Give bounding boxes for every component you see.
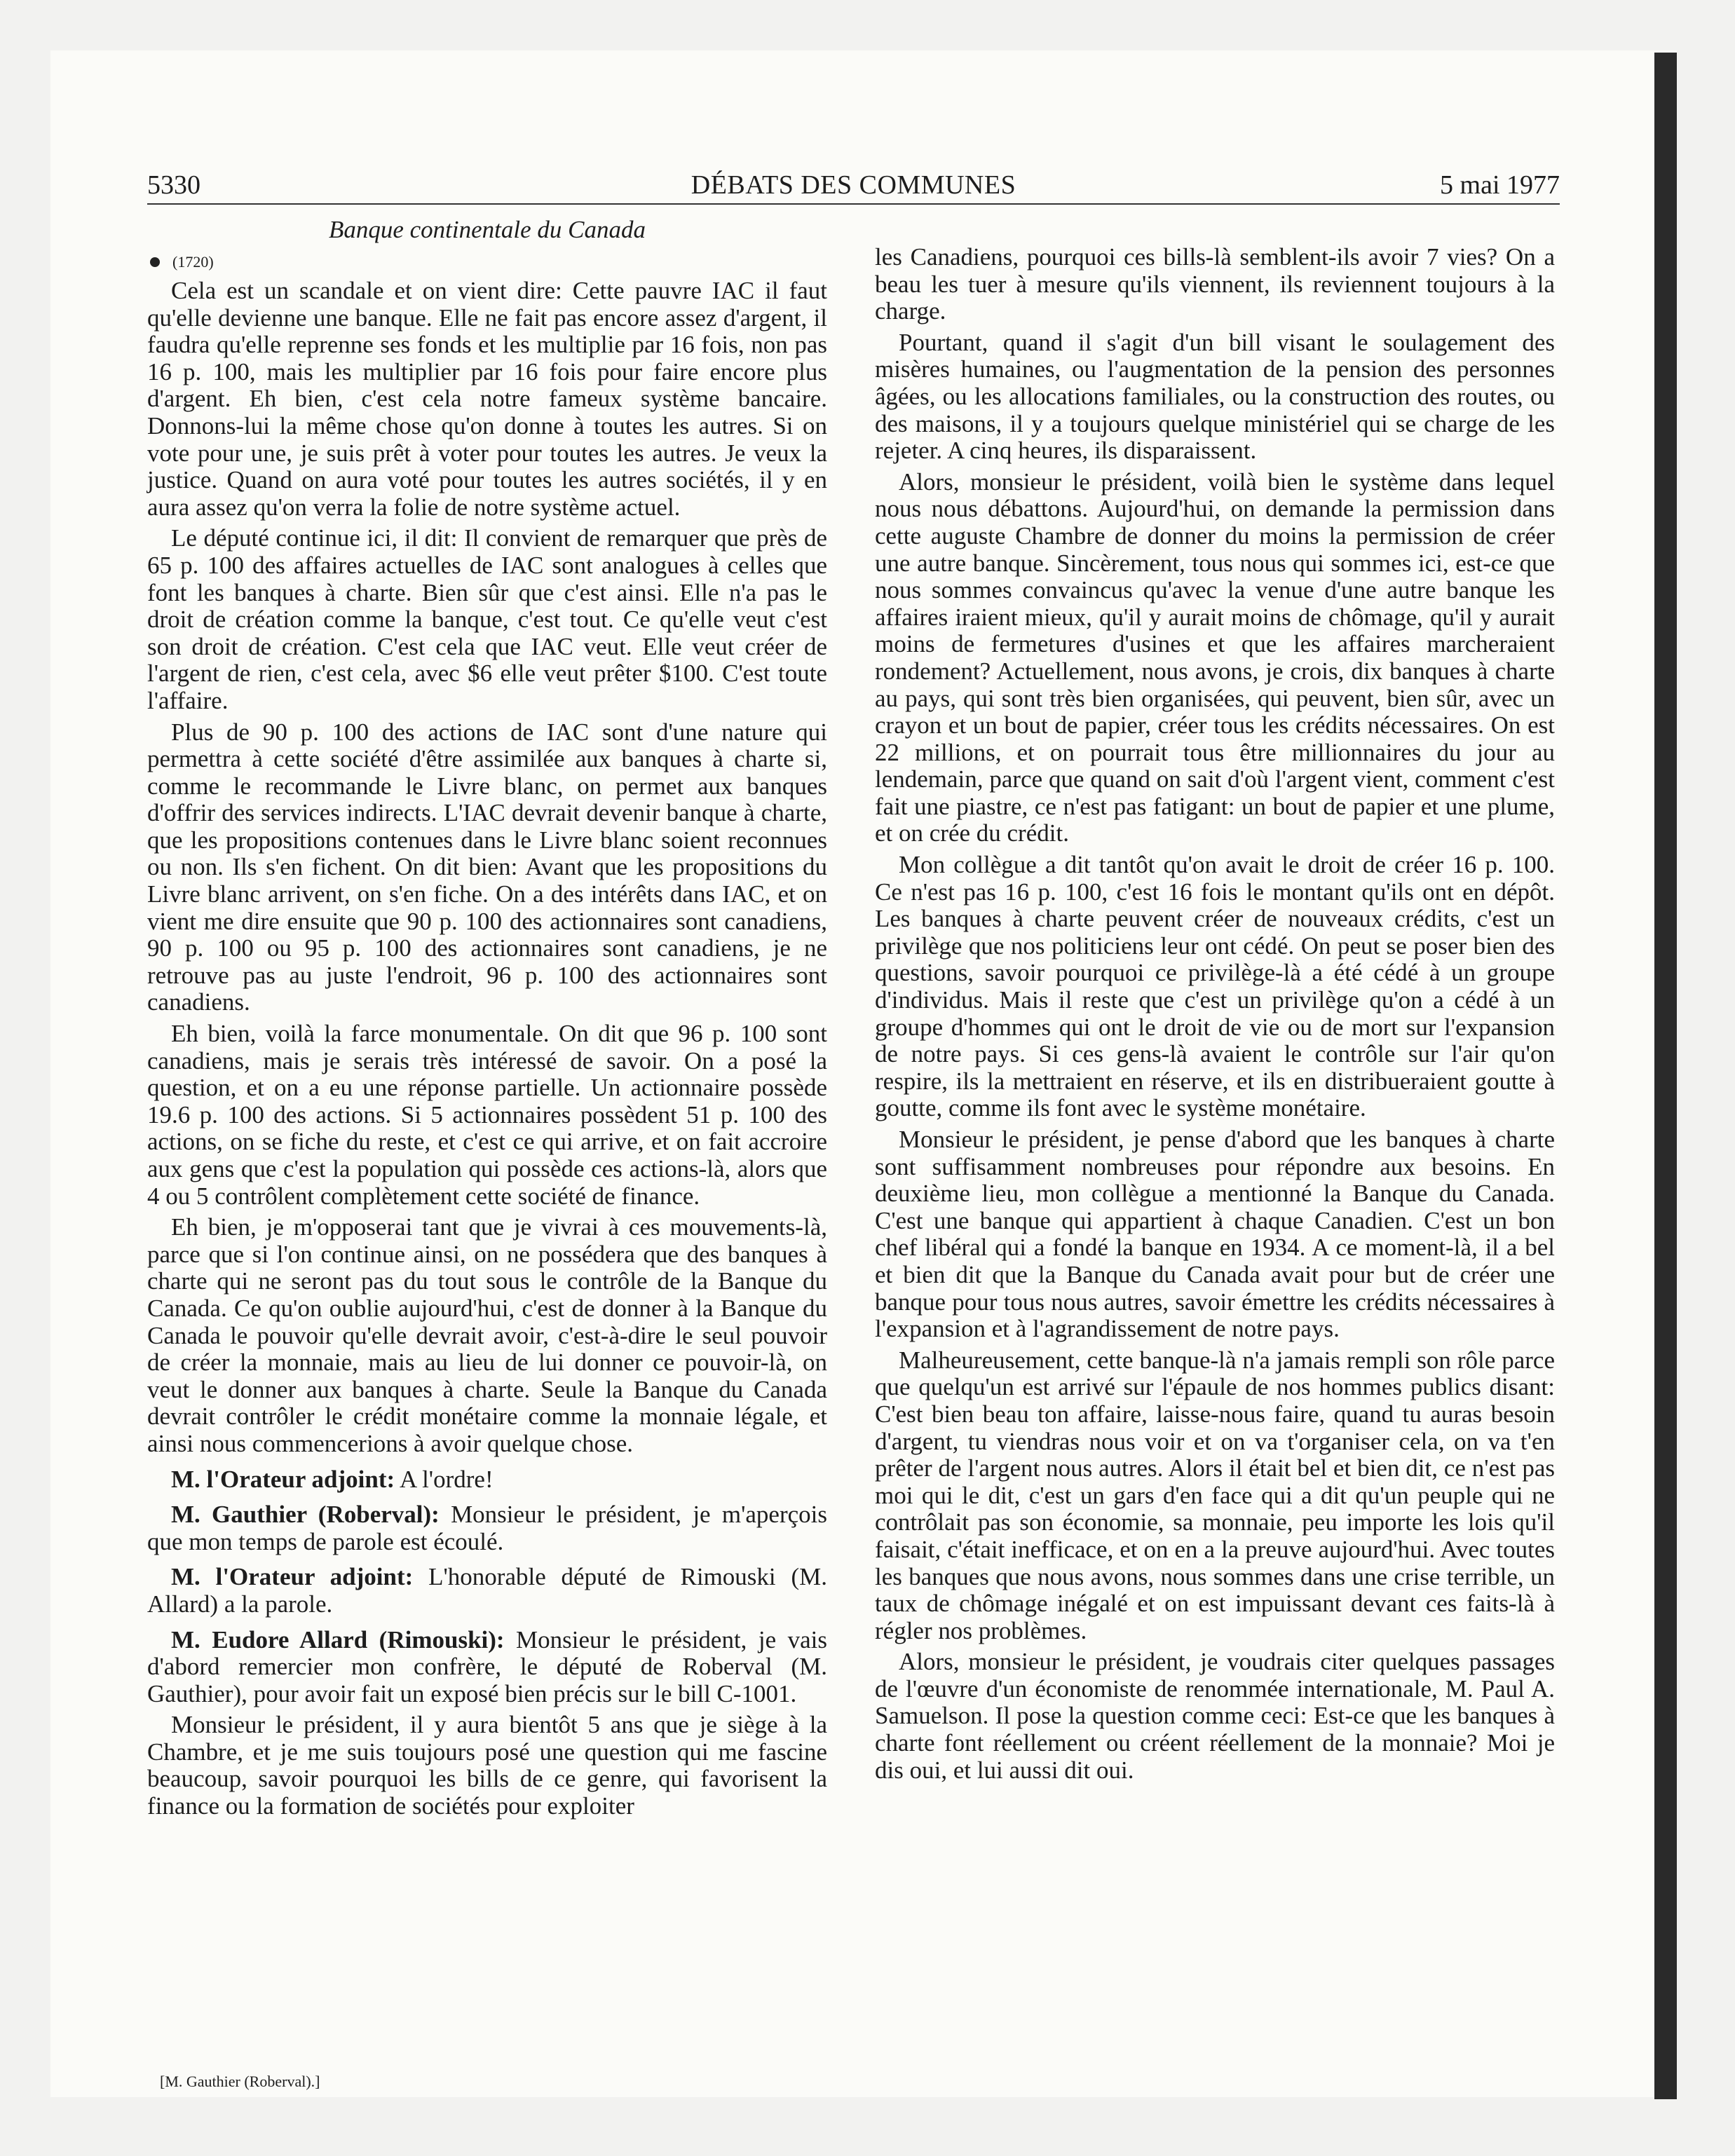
speech-paragraph: [147, 1501, 827, 1555]
paragraph: Le député continue ici, il dit: Il convient de remarquer que près de 65 p. 100 des affaires actuelles de IAC sont analogues à celles que font les banques à charte. Bien sûr que c'est ainsi. Elle n'a pas le droit de création comme la banque, c'est tout. Ce qu'elle veut c'est son droit de création. C'est cela que IAC veut. Elle veut créer de l'argent de rien, c'est cela, avec $6 elle veut prêter $100. C'est toute l'affaire.: [147, 524, 827, 714]
speech-paragraph: [147, 1627, 827, 1708]
speech-paragraph: [147, 1466, 827, 1494]
speech-text: A l'ordre!: [395, 1465, 494, 1493]
paragraph: Eh bien, voilà la farce monumentale. On dit que 96 p. 100 sont canadiens, mais je serais très intéressé de savoir. On a posé la question, et on a eu une réponse partielle. Un actionnaire possède 19.6 p. 100 des actions. Si 5 actionnaires possèdent 51 p. 100 des actions, on se fiche du reste, et c'est ce qui arrive, et on fait accroire aux gens que c'est la population qui possède ces actions-là, alors que 4 ou 5 contrôlent complètement cette société de finance.: [147, 1020, 827, 1210]
left-column: [147, 210, 827, 1820]
publication-title: DÉBATS DES COMMUNES: [690, 170, 1016, 200]
speaker-footnote: [M. Gauthier (Roberval).]: [160, 2073, 320, 2090]
speaker-name: M. Eudore Allard (Rimouski):: [171, 1625, 505, 1653]
section-subhead: Banque continentale du Canada: [328, 216, 646, 243]
page-number: 5330: [147, 170, 200, 200]
column-top-spacer: [875, 210, 1555, 244]
right-column: [875, 210, 1555, 1784]
paragraph: Plus de 90 p. 100 des actions de IAC sont d'une nature qui permettra à cette société d'être assimilée aux banques à charte si, comme le recommande le Livre blanc, on permet aux banques d'offrir des services indirects. L'IAC devrait devenir banque à charte, que les propositions contenues dans le Livre blanc soient reconnues ou non. Ils s'en fichent. On dit bien: Avant que les propositions du Livre blanc arrivent, on s'en fiche. On a des intérêts dans IAC, et on vient me dire ensuite que 90 p. 100 des actionnaires sont canadiens, 90 p. 100 ou 95 p. 100 des actionnaires sont canadiens, je ne retrouve pas au juste l'endroit, 96 p. 100 des actionnaires sont canadiens.: [147, 718, 827, 1016]
paragraph: Alors, monsieur le président, je voudrais citer quelques passages de l'œuvre d'un économiste de renommée internationale, M. Paul A. Samuelson. Il pose la question comme ceci: Est-ce que les banques à charte font réellement ou créent réellement de la monnaie? Moi je dis oui, et lui aussi dit oui.: [875, 1648, 1555, 1784]
speech-text: Monsieur le président, je vais d'abord remercier mon confrère, le député de Roberval (M. Gauthier), pour avoir fait un exposé bien précis sur le bill C-1001.: [147, 1625, 827, 1707]
speaker-name: M. l'Orateur adjoint:: [171, 1465, 395, 1493]
page-header: [147, 165, 1560, 205]
paragraph: Monsieur le président, il y aura bientôt 5 ans que je siège à la Chambre, et je me suis toujours posé une question qui me fascine beaucoup, savoir pourquoi les bills de ce genre, qui favorisent la finance ou la formation de sociétés pour exploiter: [147, 1711, 827, 1820]
paragraph: les Canadiens, pourquoi ces bills-là semblent-ils avoir 7 vies? On a beau les tuer à mesure qu'ils viennent, ils reviennent toujours à la charge.: [875, 243, 1555, 325]
speech-paragraph: [147, 1564, 827, 1618]
paragraph: Monsieur le président, je pense d'abord que les banques à charte sont suffisamment nombreuses pour répondre aux besoins. En deuxième lieu, mon collègue a mentionné la Banque du Canada. C'est une banque qui appartient à chaque Canadien. C'est un bon chef libéral qui a fondé la banque en 1934. A ce moment-là, il a bel et bien dit que la Banque du Canada avait pour but de créer une banque pour tous nous autres, savoir émettre les crédits nécessaires à l'expansion et à l'agrandissement de notre pays.: [875, 1126, 1555, 1343]
speaker-name: M. Gauthier (Roberval):: [171, 1501, 440, 1529]
speech-text: L'honorable député de Rimouski (M. Allard) a la parole.: [147, 1563, 827, 1618]
paragraph: Alors, monsieur le président, voilà bien le système dans lequel nous nous débattons. Aujourd'hui, on demande la permission dans cette auguste Chambre de donner du moins la permission de créer une autre banque. Sincèrement, tous nous qui sommes ici, est-ce que nous sommes convaincus qu'avec la venue d'une autre banque les affaires iraient mieux, qu'il y aurait moins de chômage, qu'il y aurait moins de fermetures d'usines et que les affaires marcheraient rondement? Actuellement, nous avons, je crois, dix banques à charte au pays, qui sont très bien organisées, qui peuvent, bien sûr, avec un crayon et un bout de papier, créer tous les crédits nécessaires. On est 22 millions, et on pourrait tous être millionnaires du jour au lendemain, parce que quand on sait d'où l'argent vient, comment c'est fait une piastre, ce n'est pas fatigant: un bout de papier et une plume, et on crée du crédit.: [875, 468, 1555, 847]
paragraph: Cela est un scandale et on vient dire: Cette pauvre IAC il faut qu'elle devienne une banque. Elle ne fait pas encore assez d'argent, il faudra qu'elle reprenne ses fonds et les multiplie par 16 fois, non pas 16 p. 100, mais les multiplier par 16 fois pour faire encore plus d'argent. Eh bien, c'est cela notre fameux système bancaire. Donnons-lui la même chose qu'on donne à toutes les autres. Si on vote pour une, je suis prêt à voter pour toutes les autres. Je veux la justice. Quand on aura voté pour toutes les autres sociétés, il y en aura assez qu'on verra la folie de notre système actuel.: [147, 277, 827, 521]
scan-edge-shadow: [1654, 53, 1677, 2099]
header-rule: [147, 203, 1560, 205]
speech-text: Monsieur le président, je m'aperçois que mon temps de parole est écoulé.: [147, 1501, 827, 1555]
publication-date: 5 mai 1977: [1440, 170, 1560, 200]
speaker-name: M. l'Orateur adjoint:: [171, 1563, 414, 1591]
timestamp-text: (1720): [172, 253, 214, 271]
paragraph: Malheureusement, cette banque-là n'a jamais rempli son rôle parce que quelqu'un est arrivé sur l'épaule de nos hommes publics disant: C'est bien beau ton affaire, laisse-nous faire, quand tu auras besoin d'argent, tu viendras nous voir et on va t'organiser cela, on va t'en prêter de l'argent nous autres. Alors il était bel et bien dit, ce n'est pas moi qui le dit, c'est un gars d'en face qui a dit qu'un peuple qui ne contrôlait pas son économie, sa monnaie, peu importe les lois qu'il faisait, c'était inefficace, et on en a la preuve aujourd'hui. Avec toutes les banques que nous avons, nous sommes dans une crise terrible, un taux de chômage inégalé et on est impuissant devant ces faits-là à régler nos problèmes.: [875, 1346, 1555, 1644]
bullet-icon: [150, 257, 160, 267]
paragraph: Mon collègue a dit tantôt qu'on avait le droit de créer 16 p. 100. Ce n'est pas 16 p. 100, c'est 16 fois le montant qu'ils ont en dépôt. Les banques à charte peuvent créer de nouveaux crédits, c'est un privilège que nos politiciens leur ont cédé. On peut se poser bien des questions, savoir pourquoi ce privilège-là a été cédé à un groupe d'individus. Mais il reste que c'est un privilège qu'on a cédé à un groupe d'hommes qui ont le droit de vie ou de mort sur l'expansion de notre pays. Si ces gens-là avaient le contrôle sur l'air qu'on respire, ils la mettraient en réserve, et ils en distribueraient goutte à goutte, comme ils font avec le système monétaire.: [875, 851, 1555, 1122]
paragraph: Pourtant, quand il s'agit d'un bill visant le soulagement des misères humaines, ou l'augmentation de la pension des personnes âgées, ou les allocations familiales, ou la construction des routes, ou des maisons, il y a toujours quelque ministériel qui se charge de les rejeter. A cinq heures, ils disparaissent.: [875, 328, 1555, 465]
timestamp-marker: [147, 248, 827, 276]
paragraph: Eh bien, je m'opposerai tant que je vivrai à ces mouvements-là, parce que si l'on continue ainsi, on ne possédera que des banques à charte qui ne seront pas du tout sous le contrôle de la Banque du Canada. Ce qu'on oublie aujourd'hui, c'est de donner à la Banque du Canada le pouvoir qu'elle devrait avoir, c'est-à-dire le seul pouvoir de créer la monnaie, mais au lieu de lui donner ce pouvoir-là, on veut le donner aux banques à charte. Seule la Banque du Canada devrait contrôler le crédit monétaire comme la monnaie légale, et ainsi nous commencerions à avoir quelque chose.: [147, 1213, 827, 1457]
